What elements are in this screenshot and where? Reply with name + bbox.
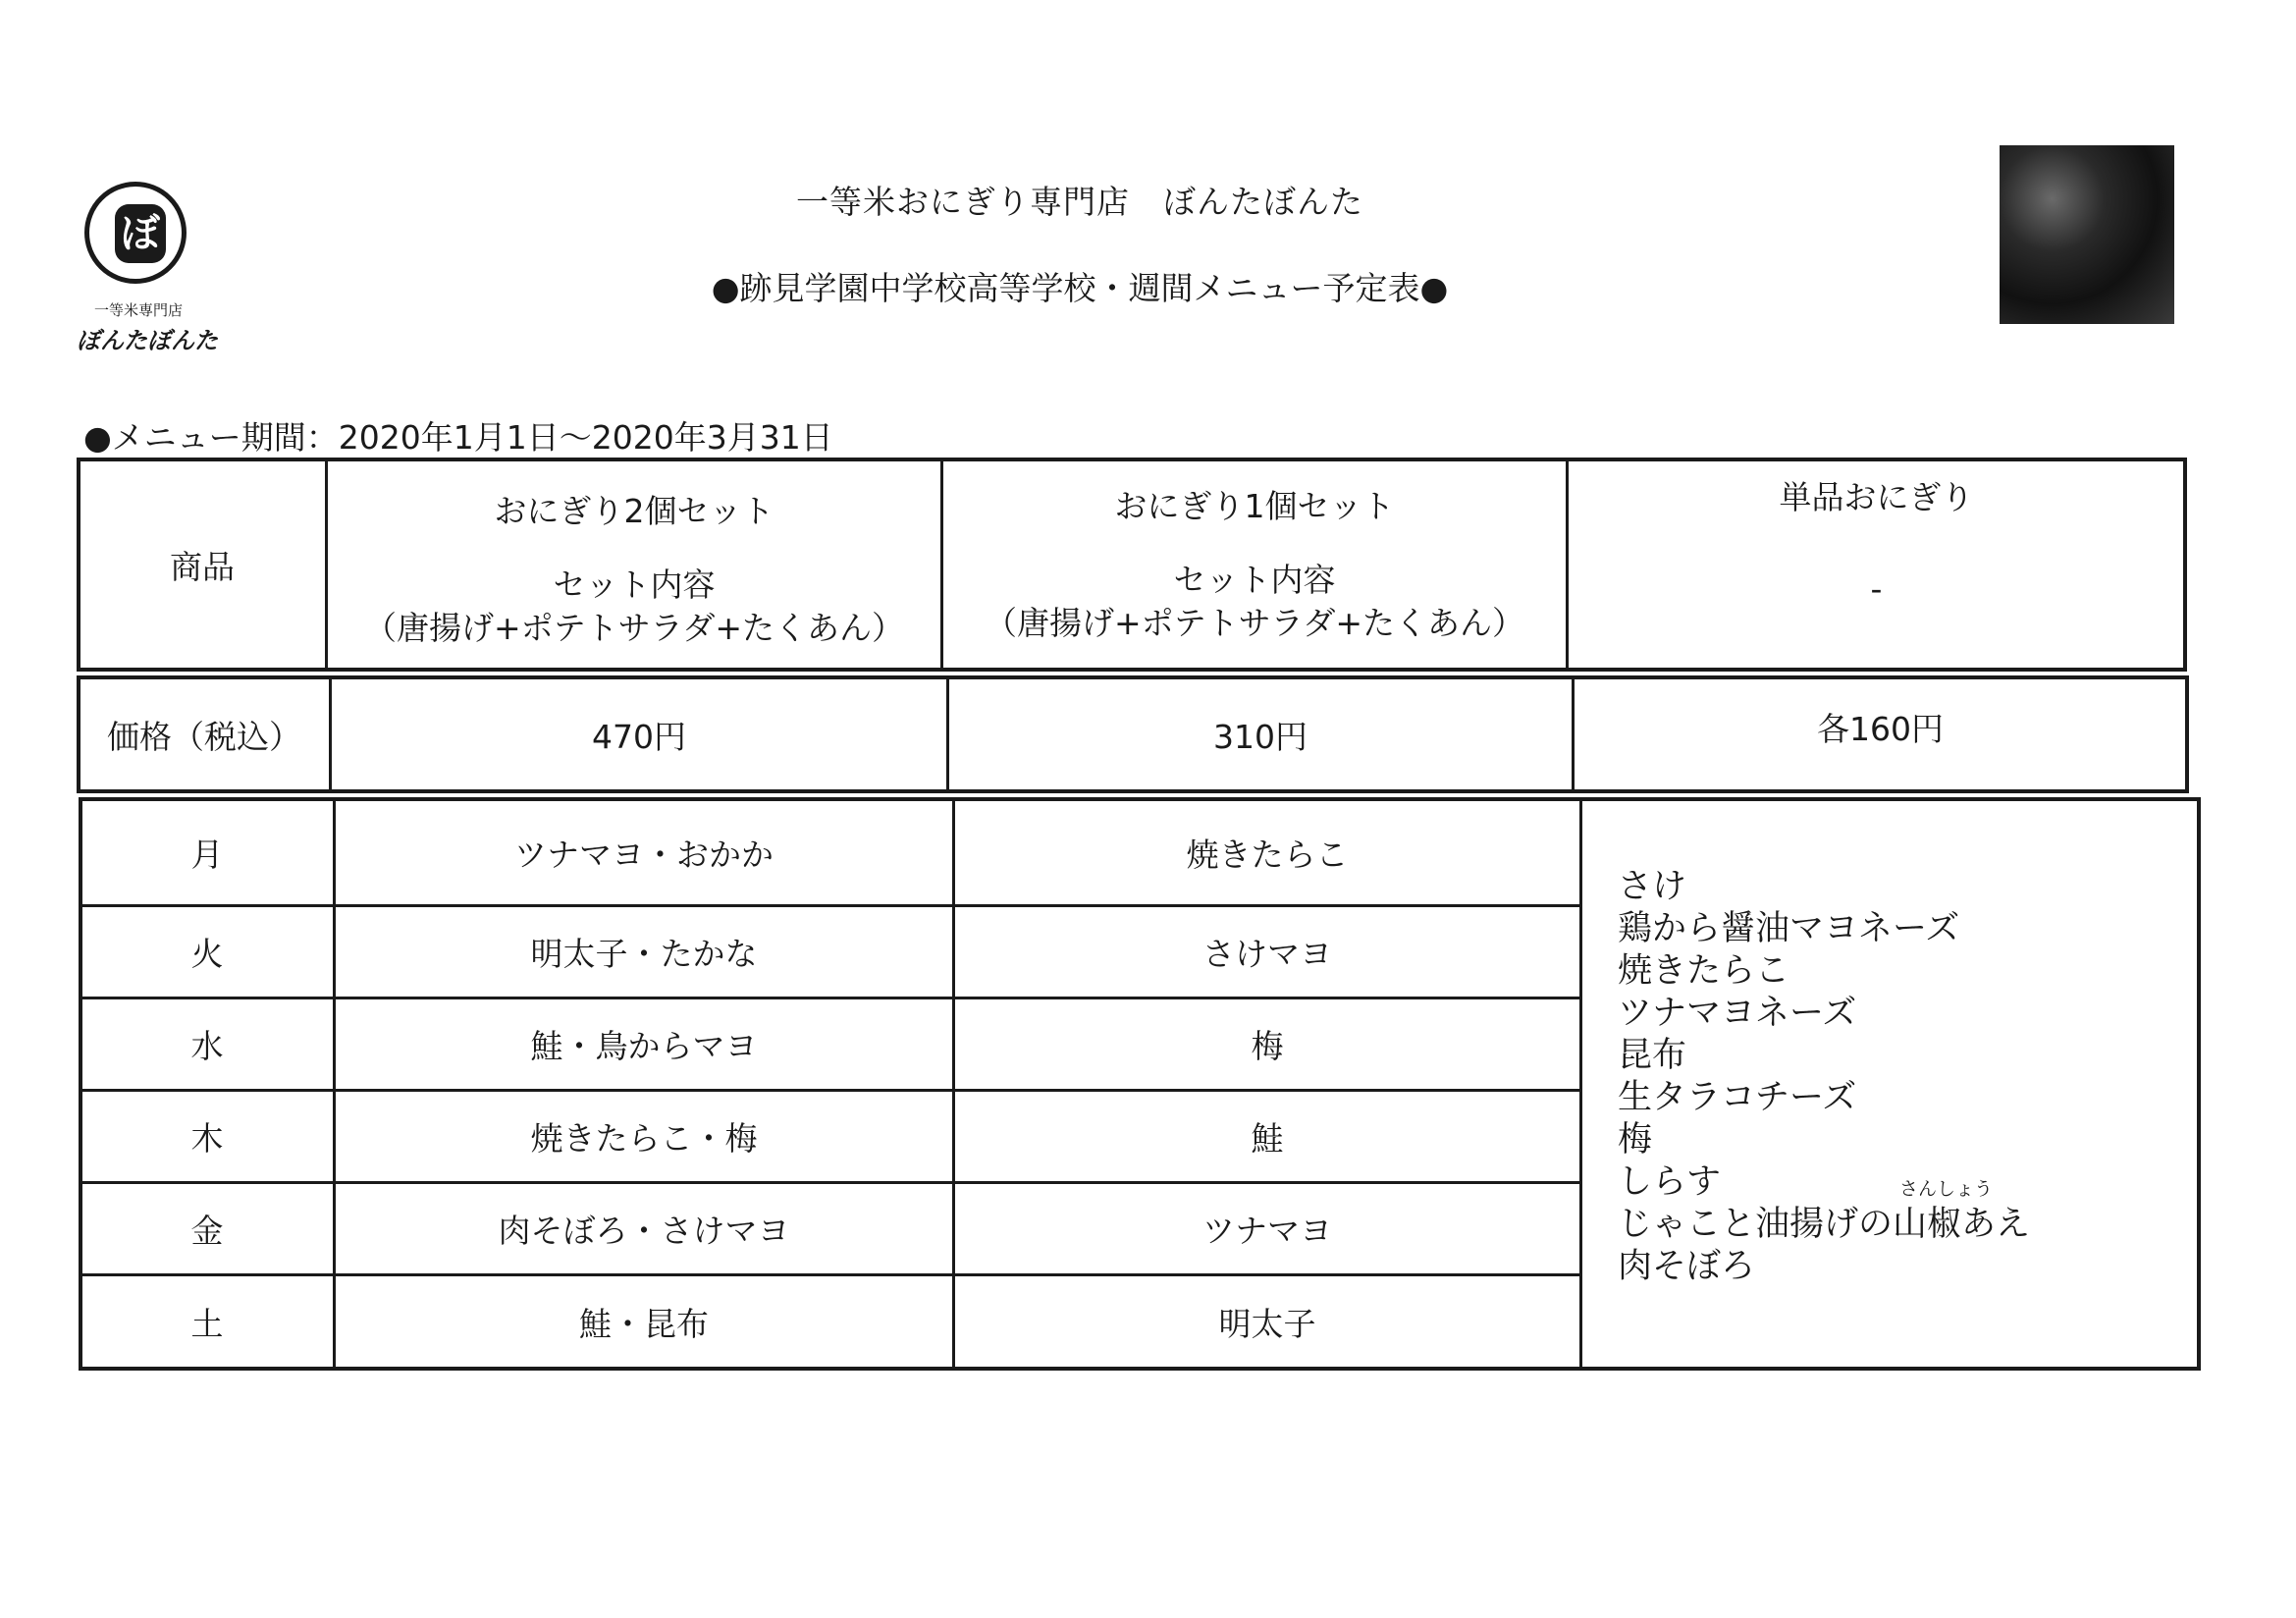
- schedule-row-thu-set2: [333, 1089, 955, 1184]
- schedule-row-sat-set2: [333, 1273, 955, 1371]
- logo-shop-name: ぼんたぼんた: [77, 327, 218, 354]
- day-label: 月: [190, 835, 224, 874]
- set2-item: ツナマヨ・おかか: [514, 835, 774, 874]
- set1-contents-label: セット内容: [1173, 560, 1336, 599]
- set1-item: 明太子: [1218, 1305, 1316, 1343]
- logo-circle: [84, 182, 187, 284]
- price-set2-value: 470円: [592, 717, 686, 756]
- single-item: さけ: [1618, 867, 1687, 906]
- price-set2: [329, 675, 949, 793]
- day-label: 土: [190, 1305, 224, 1343]
- set2-item: 鮭・鳥からマヨ: [530, 1027, 758, 1065]
- price-set1-value: 310円: [1213, 717, 1308, 756]
- schedule-row-fri-set1: [952, 1181, 1582, 1276]
- single-item: 梅: [1618, 1120, 1653, 1160]
- schedule-row-mon-day: [79, 797, 336, 907]
- price-row-label: [77, 675, 332, 793]
- products-row-label: [77, 458, 328, 672]
- day-label: 金: [190, 1212, 224, 1250]
- day-label: 木: [190, 1119, 224, 1158]
- single-item: 生タラコチーズ: [1618, 1078, 1857, 1117]
- set1-name: おにぎり1個セット: [1114, 487, 1395, 525]
- set2-header: [325, 458, 943, 672]
- set2-item: 明太子・たかな: [530, 935, 758, 973]
- single-items-list: [1618, 866, 2030, 1288]
- set2-item: 鮭・昆布: [579, 1305, 709, 1343]
- schedule-row-thu-set1: [952, 1089, 1582, 1184]
- price-single-value: 各160円: [1817, 709, 1944, 748]
- single-name: 単品おにぎり: [1779, 478, 1974, 516]
- day-label: 水: [190, 1027, 224, 1065]
- single-item: 昆布: [1618, 1036, 1687, 1075]
- day-label: 火: [190, 935, 224, 973]
- set1-item: ツナマヨ: [1202, 1212, 1332, 1250]
- schedule-row-tue-set1: [952, 904, 1582, 999]
- set2-item: 肉そぼろ・さけマヨ: [498, 1212, 790, 1250]
- set1-header: [940, 458, 1569, 672]
- single-contents: -: [1870, 568, 1883, 608]
- set2-contents: （唐揚げ+ポテトサラダ+たくあん）: [364, 609, 904, 648]
- page-title: 一等米おにぎり専門店 ぼんたぼんた: [796, 183, 1363, 221]
- schedule-row-fri-set2: [333, 1181, 955, 1276]
- schedule-row-mon-set2: [333, 797, 955, 907]
- single-header: [1566, 458, 2187, 672]
- schedule-row-thu-day: [79, 1089, 336, 1184]
- single-item: 鶏から醤油マヨネーズ: [1618, 909, 1960, 948]
- single-item: しらす: [1618, 1162, 1722, 1202]
- schedule-row-tue-set2: [333, 904, 955, 999]
- schedule-row-sat-set1: [952, 1273, 1582, 1371]
- schedule-row-fri-day: [79, 1181, 336, 1276]
- single-item: ツナマヨネーズ: [1618, 994, 1857, 1033]
- photo-image: [2000, 145, 2174, 324]
- handwritten-furigana: さんしょう: [1899, 1178, 1994, 1200]
- set2-item: 焼きたらこ・梅: [530, 1119, 758, 1158]
- single-item: 肉そぼろ: [1618, 1247, 1756, 1286]
- schedule-row-mon-set1: [952, 797, 1582, 907]
- single-item: じゃこと油揚げの山椒あえ: [1618, 1205, 2031, 1244]
- schedule-row-wed-set1: [952, 997, 1582, 1092]
- page-subtitle: ●跡見学園中学校高等学校・週間メニュー予定表●: [711, 269, 1449, 307]
- set1-contents: （唐揚げ+ポテトサラダ+たくあん）: [985, 604, 1524, 643]
- single-item: 焼きたらこ: [1618, 951, 1790, 991]
- price-single: [1572, 675, 2189, 793]
- set1-item: 鮭: [1251, 1119, 1284, 1158]
- set1-item: 梅: [1251, 1027, 1284, 1065]
- products-label-text: 商品: [170, 547, 235, 586]
- price-set1: [946, 675, 1575, 793]
- set2-contents-label: セット内容: [553, 565, 716, 604]
- schedule-row-tue-day: [79, 904, 336, 999]
- schedule-row-wed-day: [79, 997, 336, 1092]
- schedule-row-sat-day: [79, 1273, 336, 1371]
- menu-period: ●メニュー期間：2020年1月1日～2020年3月31日: [83, 418, 833, 457]
- set1-item: さけマヨ: [1202, 935, 1332, 973]
- logo-mark: ぼ: [115, 204, 166, 263]
- price-label-text: 価格（税込）: [107, 717, 301, 756]
- logo-subtext: 一等米専門店: [93, 301, 183, 319]
- set2-name: おにぎり2個セット: [494, 492, 774, 530]
- schedule-row-wed-set2: [333, 997, 955, 1092]
- set1-item: 焼きたらこ: [1186, 835, 1349, 874]
- shop-logo: [77, 182, 218, 358]
